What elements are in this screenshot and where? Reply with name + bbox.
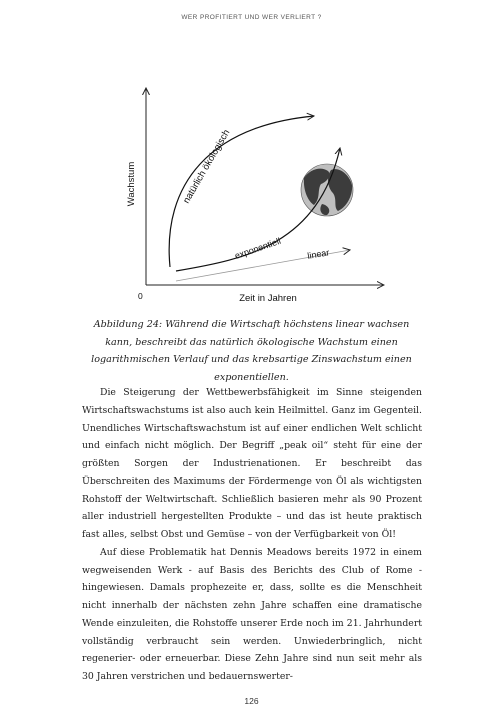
paragraph: Die Steigerung der Wettbewerbsfähigkeit im Sinne steigenden Wirtschaftswachstums ist also auch kein Heilmittel. Ganz im Gegenteil. Unendliches Wirtschaftswachstum ist auf einer endlichen Welt schlicht und einfach nicht möglich. Der Begriff „peak oil“ steht für eine der größten Sorgen der Industrienationen. Er beschreibt das Überschreiten des Maximums der Fördermenge von Öl als wichtigsten Rohstoff der Weltwirtschaft. Schließlich basieren mehr als 90 Prozent aller industriell hergestellten Produkte – und das ist heute praktisch fast alles, selbst Obst und Gemüse – von der Verfügbarkeit von Öl! [82,387,422,540]
growth-diagram [118,74,388,306]
page-number: 126 [244,696,259,706]
y-axis-label: Wachstum [126,161,137,207]
natural-ecological-label: natürlich ökologisch [181,127,233,206]
linear-label: linear [306,247,331,261]
paragraph: Auf diese Problematik hat Dennis Meadows bereits 1972 in einem wegweisenden Werk - auf Basis des Berichts des Club of Rome - hingewiesen. Damals prophezeite er, dass, sollte es die Menschheit nicht innerhalb der nächsten zehn Jahre schaffen eine dramatische Wende einzuleiten, die Rohstoffe unserer Erde noch im 21. Jahrhundert vollständig verbraucht sein werden. Unwiederbringlich, nicht regenerier- oder erneuerbar. Diese Zehn Jahre sind nun seit mehr als 30 Jahren verstrichen und bedauernswerter- [82,546,422,682]
exponential-label: exponentiell [233,235,283,261]
body-text [82,384,422,686]
figure-caption: Abbildung 24: Während die Wirtschaft höchstens linear wachsen kann, beschreibt das natürlich ökologische Wachstum einen logarithmischen Verlauf und das krebsartige Zinswachstum einen exponentiellen. [91,319,412,383]
origin-label: 0 [138,291,143,301]
x-axis-label: Zeit in Jahren [239,293,297,304]
globe-icon [301,164,353,216]
running-head: WER PROFITIERT UND WER VERLIERT ? [181,14,322,21]
growth-figure [118,74,388,306]
